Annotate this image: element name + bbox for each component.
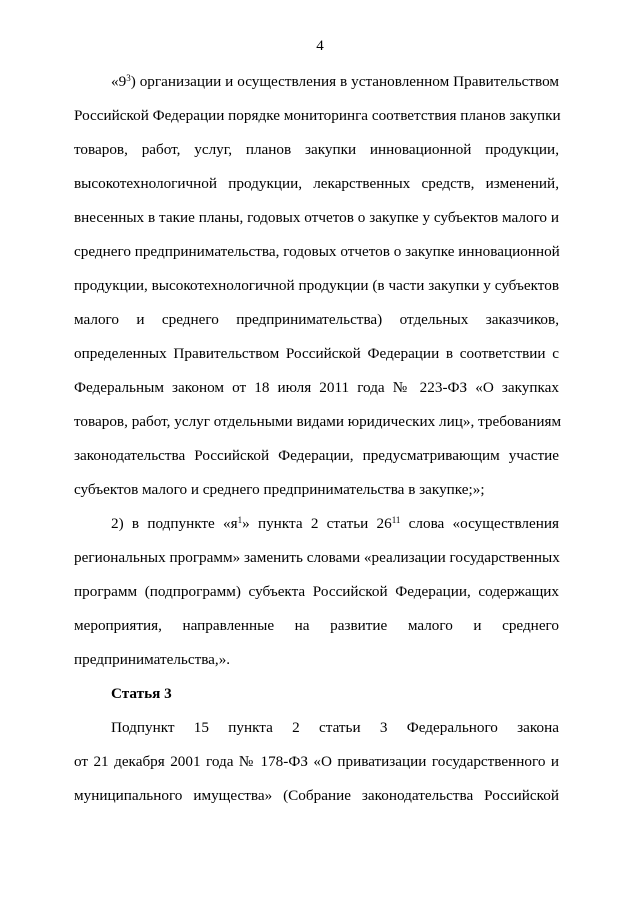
superscript: 1 [237,515,243,525]
text-line: товаров, работ, услуг, планов закупки инновационной продукции, [74,141,559,158]
text-line [111,514,559,534]
text-fragment: 2) в подпункте «я [111,515,238,532]
text-line: Подпункт 15 пункта 2 статьи 3 Федерального закона [111,719,559,736]
page-number: 4 [316,38,324,54]
text-line: среднего предпринимательства, годовых отчетов о закупке инновационной [74,243,560,260]
text-line: предпринимательства,». [74,651,231,668]
text-line: продукции, высокотехнологичной продукции (в части закупки у субъектов [74,277,559,294]
text-fragment: слова «осуществления [400,515,559,532]
superscript: 3 [126,73,131,83]
text-line: определенных Правительством Российской Федерации в соответствии с [74,345,559,362]
text-line: внесенных в такие планы, годовых отчетов о закупке у субъектов малого и [74,209,559,226]
superscript: 11 [391,515,401,525]
text-line: от 21 декабря 2001 года № 178-ФЗ «О приватизации государственного и [74,753,559,770]
text-line: муниципального имущества» (Собрание законодательства Российской [74,787,559,804]
text-line: малого и среднего предпринимательства) отдельных заказчиков, [74,311,559,328]
text-fragment: ) организации и осуществления в установленном Правительством [130,73,559,90]
text-line: программ (подпрограмм) субъекта Российской Федерации, содержащих [74,583,559,600]
text-fragment: » пункта 2 статьи 26 [242,515,392,532]
article-3-heading: Статья 3 [111,685,172,702]
text-line: мероприятия, направленные на развитие малого и среднего [74,617,559,634]
text-line: субъектов малого и среднего предпринимательства в закупке;»; [74,481,485,498]
text-line: высокотехнологичной продукции, лекарственных средств, изменений, [74,175,559,192]
text-line: законодательства Российской Федерации, предусматривающим участие [74,447,559,464]
text-line: Российской Федерации порядке мониторинга соответствия планов закупки [74,107,561,124]
text-line: региональных программ» заменить словами «реализации государственных [74,549,560,566]
text-line: Федеральным законом от 18 июля 2011 года № 223-ФЗ «О закупках [74,379,559,396]
text-line [111,72,559,92]
text-fragment: «9 [111,73,127,90]
text-line: товаров, работ, услуг отдельными видами юридических лиц», требованиям [74,413,562,430]
